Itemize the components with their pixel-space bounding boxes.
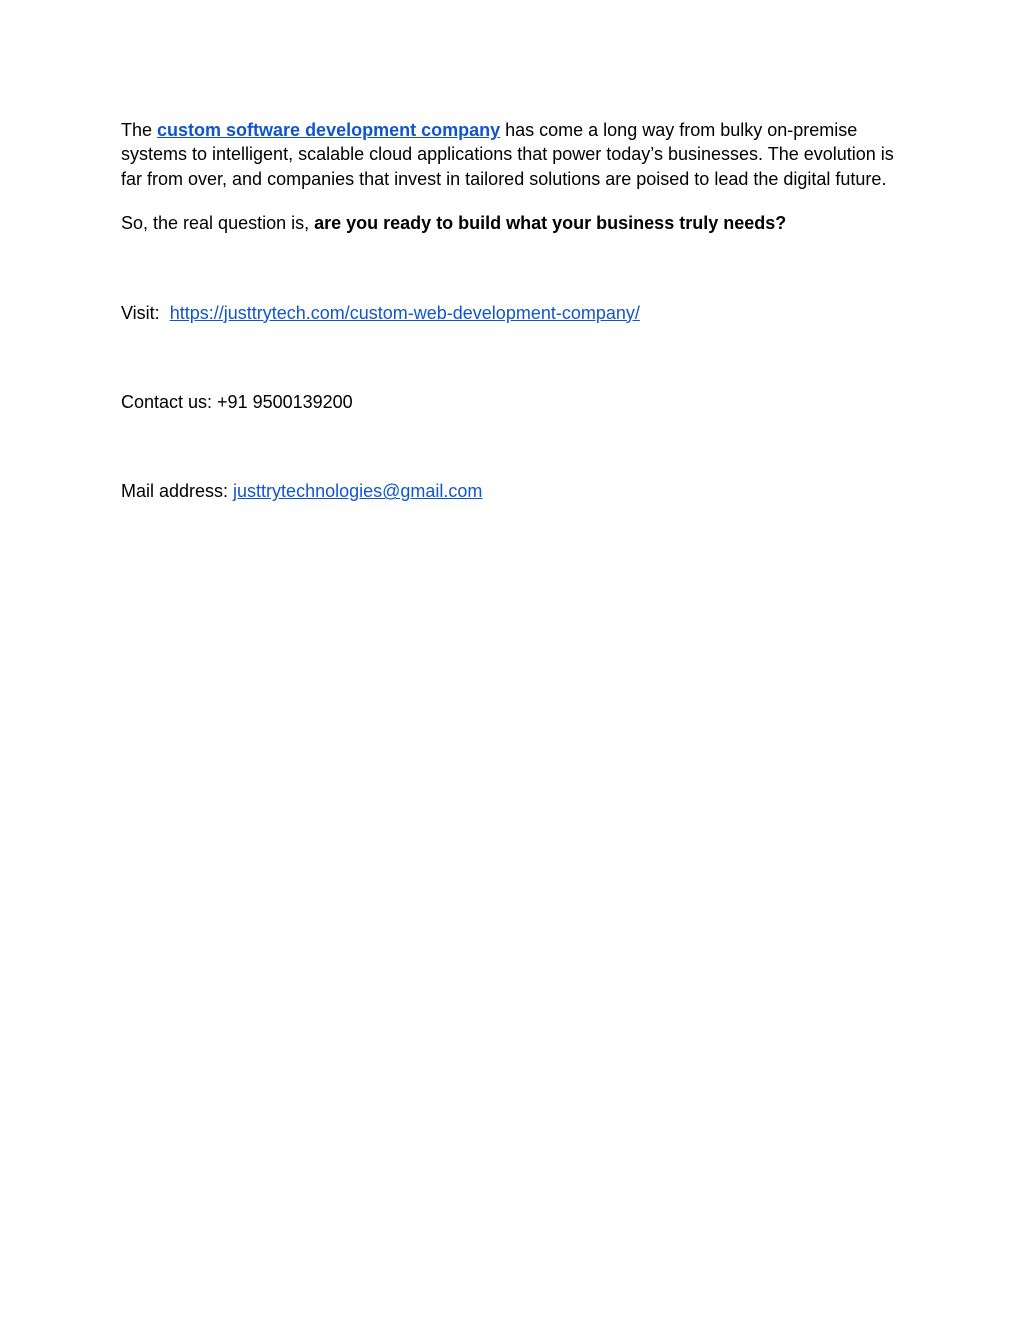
question-paragraph: [121, 211, 911, 235]
document-body: [121, 118, 911, 504]
intro-prefix: The: [121, 120, 158, 140]
contact-text: Contact us: +91 9500139200: [121, 392, 353, 413]
custom-software-link[interactable]: custom software development company: [157, 120, 501, 140]
visit-label: Visit:: [121, 302, 165, 323]
question-bold-text: are you ready to build what your business truly needs?: [314, 213, 787, 234]
intro-suffix: has come a long way from bulky on-premise systems to intelligent, scalable cloud applications that power today’s businesses. The evolution is far from over, and companies that invest in tailored solutions are poised to lead the digital future.: [121, 120, 894, 189]
visit-line: [121, 301, 911, 325]
intro-paragraph: [121, 118, 911, 191]
email-link[interactable]: justtrytechnologies@gmail.com: [233, 481, 483, 502]
question-prefix: So, the real question is,: [121, 213, 315, 234]
website-link[interactable]: https://justtrytech.com/custom-web-development-company/: [169, 302, 640, 323]
mail-label: Mail address:: [121, 481, 234, 502]
contact-line: [121, 390, 911, 414]
mail-line: [121, 479, 911, 503]
